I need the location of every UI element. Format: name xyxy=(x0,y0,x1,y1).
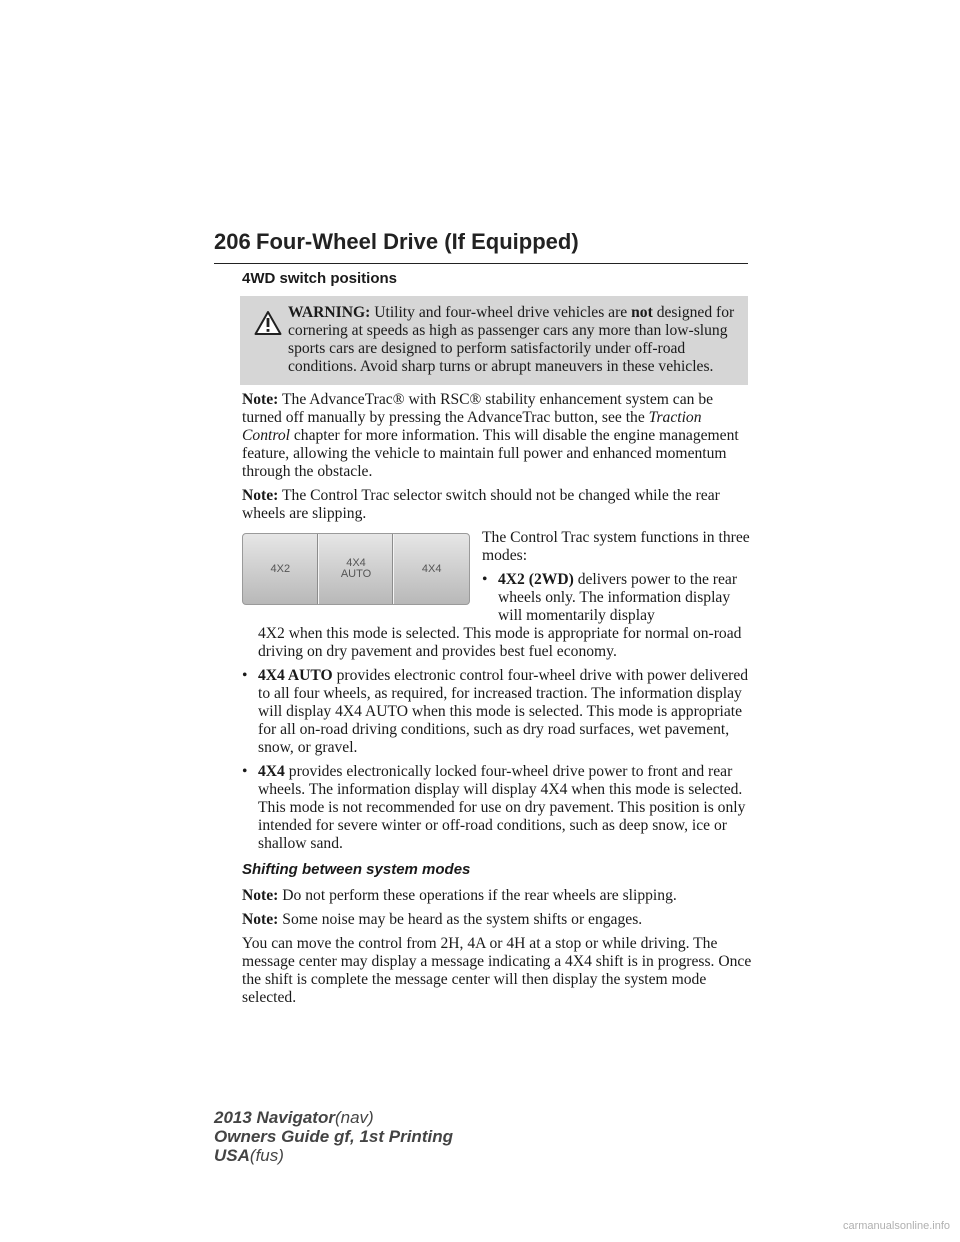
footer-market-code: (fus) xyxy=(249,1146,284,1165)
mode-name: 4X4 AUTO xyxy=(258,667,333,684)
mode-item-4x4-auto xyxy=(242,667,752,757)
note-text-b: chapter for more information. This will disable the engine management feature, allowing the vehicle to maintain full power and enhanced momentum through the obstacle. xyxy=(242,427,739,480)
note-text: Some noise may be heard as the system shifts or engages. xyxy=(282,911,643,928)
note-text-a: The AdvanceTrac® with RSC® stability enhancement system can be turned off manually by pressing the AdvanceTrac button, see the xyxy=(242,391,714,426)
note-selector-switch xyxy=(242,487,752,523)
note-rear-wheels xyxy=(242,887,752,905)
note-noise xyxy=(242,911,752,929)
mode-text: provides electronically locked four-wheel drive power to front and rear wheels. The information display will display 4X4 when this mode is selected. This mode is not recommended for use on dry pavement. This position is only intended for severe winter or off-road conditions, such as deep snow, ice or shallow sand. xyxy=(258,763,746,852)
bullet-dot: • xyxy=(482,571,488,588)
switch-segment-4x2: 4X2 xyxy=(243,534,319,604)
note-text: The Control Trac selector switch should not be changed while the rear wheels are slipping. xyxy=(242,487,720,522)
watermark: carmanualsonline.info xyxy=(842,1220,950,1232)
note-label: Note: xyxy=(242,487,279,504)
footer-model: 2013 Navigator xyxy=(214,1108,335,1127)
note-advancetrac xyxy=(242,391,752,481)
note-label: Note: xyxy=(242,887,279,904)
warning-box xyxy=(240,296,748,385)
modes-intro: The Control Trac system functions in three modes: xyxy=(482,529,750,564)
mode-item-4x2-continued: 4X2 when this mode is selected. This mode is appropriate for normal on-road driving on dry pavement and provides best fuel economy. xyxy=(258,625,742,660)
warning-text-b: designed for cornering at speeds as high as passenger cars any more than low-slung sports cars are designed to perform satisfactorily under off-road conditions. Avoid sharp turns or abrupt maneuvers in these vehicles. xyxy=(288,304,735,375)
note-label: Note: xyxy=(242,391,279,408)
footer-market: USA xyxy=(214,1146,250,1165)
footer-model-code: (nav) xyxy=(334,1108,374,1127)
mode-name: 4X4 xyxy=(258,763,285,780)
warning-text-bold: not xyxy=(631,304,653,321)
mode-item-4x4 xyxy=(242,763,752,853)
chapter-title: Four-Wheel Drive (If Equipped) xyxy=(256,229,579,254)
page-content xyxy=(242,270,752,1013)
section-heading-4wd-switch: 4WD switch positions xyxy=(242,270,398,287)
bullet-dot: • xyxy=(242,763,248,780)
bullet-dot: • xyxy=(242,667,248,684)
note-text: Do not perform these operations if the rear wheels are slipping. xyxy=(282,887,677,904)
switch-figure-row xyxy=(242,529,752,625)
traction-control-ref: Traction Control xyxy=(242,409,702,444)
section-heading-shifting: Shifting between system modes xyxy=(242,861,471,878)
paragraph-shift-control: You can move the control from 2H, 4A or 4H at a stop or while driving. The message center may display a message indicating a 4X4 shift is in progress. Once the shift is complete the message center will then display the system mode selected. xyxy=(242,935,752,1006)
footer-guide: Owners Guide gf, 1st Printing xyxy=(214,1127,453,1146)
warning-label: WARNING: xyxy=(288,304,371,321)
switch-segment-4x4: 4X4 xyxy=(421,562,442,575)
mode-item-4x2 xyxy=(482,571,752,625)
mode-name: 4X2 (2WD) xyxy=(498,571,574,588)
warning-text-a: Utility and four-wheel drive vehicles are xyxy=(374,304,628,321)
note-label: Note: xyxy=(242,911,279,928)
page-footer xyxy=(214,1108,453,1165)
warning-triangle-icon xyxy=(254,310,282,336)
control-trac-switch-illustration xyxy=(242,533,470,605)
mode-text: delivers power to the rear wheels only. The information display will momentarily display xyxy=(498,571,738,624)
switch-segment-4x4-auto: 4X4 AUTO xyxy=(319,534,395,604)
page-header xyxy=(214,227,748,264)
page-number: 206 xyxy=(214,229,251,254)
mode-text: provides electronic control four-wheel drive with power delivered to all four wheels, as required, for increased traction. The information display will display 4X4 AUTO when this mode is selected. This mode is appropriate for all on-road driving conditions, such as dry road surfaces, wet pavement, snow, or gravel. xyxy=(258,667,749,756)
